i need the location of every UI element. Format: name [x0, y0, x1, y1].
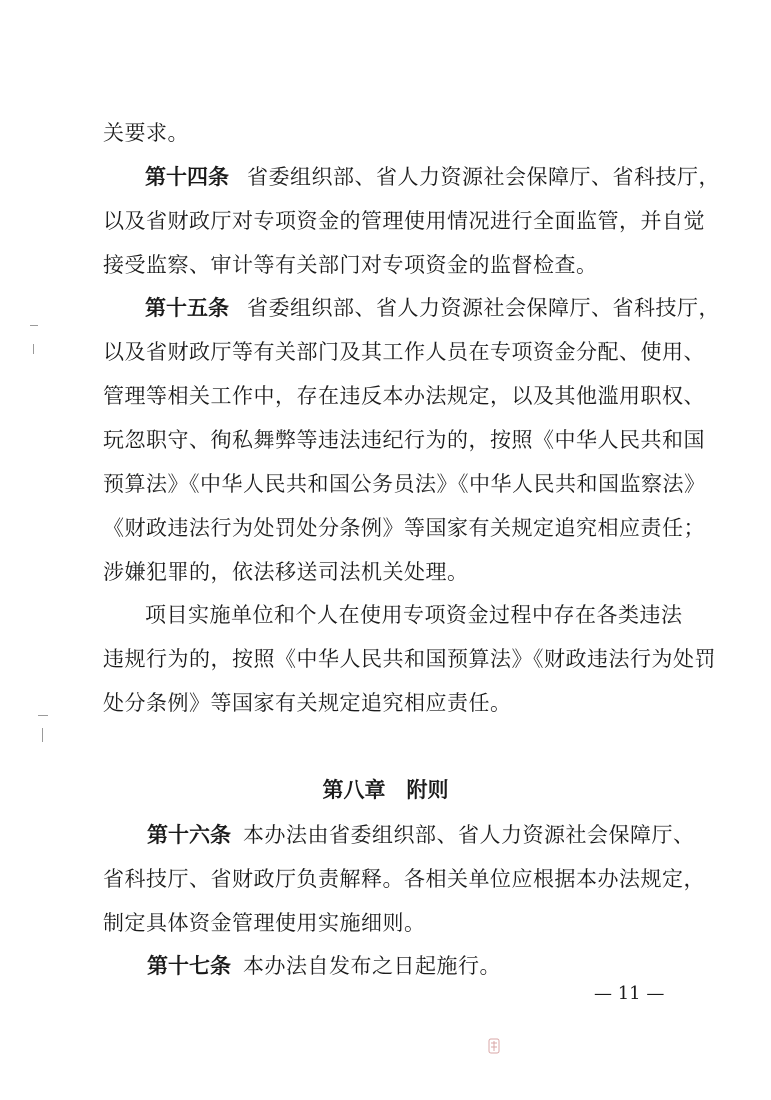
paragraph-line: 接受监察、审计等有关部门对专项资金的监督检查。: [103, 253, 598, 277]
scan-mark: [30, 325, 38, 326]
paragraph-line: 以及省财政厅等有关部门及其工作人员在专项资金分配、使用、: [103, 340, 705, 364]
paragraph-line: 涉嫌犯罪的，依法移送司法机关处理。: [103, 560, 469, 584]
page-number: — 11 —: [594, 983, 665, 1004]
paragraph-line: 本办法由省委组织部、省人力资源社会保障厅、: [243, 823, 695, 847]
scan-mark: [33, 344, 34, 354]
paragraph-line: 省委组织部、省人力资源社会保障厅、省科技厅，: [247, 296, 720, 320]
paragraph-line: 本办法自发布之日起施行。: [243, 954, 501, 978]
paragraph-line: 省委组织部、省人力资源社会保障厅、省科技厅，: [247, 165, 720, 189]
paragraph-line: 《财政违法行为处罚处分条例》等国家有关规定追究相应责任；: [103, 516, 705, 540]
paragraph-line: 预算法》《中华人民共和国公务员法》《中华人民共和国监察法》: [103, 472, 706, 496]
paragraph-line: 处分条例》等国家有关规定追究相应责任。: [103, 691, 512, 715]
seal-mark-icon: [488, 1038, 500, 1054]
paragraph-line: 项目实施单位和个人在使用专项资金过程中存在各类违法: [145, 603, 683, 627]
scan-mark: [38, 715, 48, 716]
scan-mark: [42, 728, 43, 742]
paragraph-line: 违规行为的，按照《中华人民共和国预算法》《财政违法行为处罚: [103, 647, 716, 671]
paragraph-line: 管理等相关工作中，存在违反本办法规定，以及其他滥用职权、: [103, 384, 705, 408]
paragraph-line: 制定具体资金管理使用实施细则。: [103, 911, 426, 935]
paragraph-line: 以及省财政厅对专项资金的管理使用情况进行全面监管，并自觉: [103, 209, 705, 233]
chapter-heading: 第八章 附则: [322, 778, 449, 802]
paragraph-line: 关要求。: [103, 121, 189, 145]
article-15-label: 第十五条: [145, 296, 229, 320]
article-16-label: 第十六条: [147, 823, 231, 847]
paragraph-line: 省科技厅、省财政厅负责解释。各相关单位应根据本办法规定，: [103, 867, 705, 891]
article-17-label: 第十七条: [147, 954, 231, 978]
article-14-label: 第十四条: [145, 165, 229, 189]
paragraph-line: 玩忽职守、徇私舞弊等违法违纪行为的，按照《中华人民共和国: [103, 428, 705, 452]
